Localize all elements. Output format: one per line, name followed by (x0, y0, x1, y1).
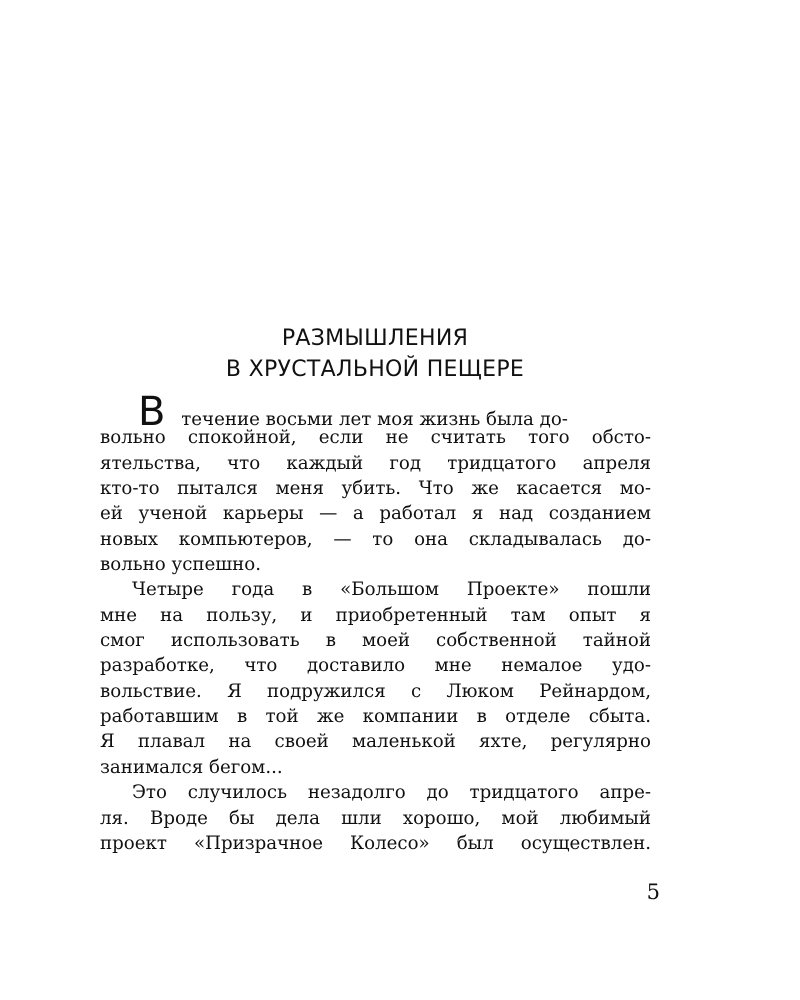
text-line-17: ля. Вроде бы дела шли хорошо, мой любимый (100, 807, 651, 829)
text-line-8: Четыре года в «Большом Проекте» пошли (132, 579, 651, 601)
text-line-12: вольствие. Я подружился с Люком Рейнардом, (100, 680, 651, 702)
text-line-9: мне на пользу, и приобретенный там опыт я (100, 604, 651, 626)
chapter-title-line-1: РАЗМЫШЛЕНИЯ (281, 326, 469, 351)
text-line-14: Я плавал на своей маленькой яхте, регулярно (100, 731, 651, 753)
text-line-7: вольно успешно. (100, 554, 262, 576)
text-line-2: вольно спокойной, если не считать того обсто- (100, 427, 651, 449)
text-line-4: кто-то пытался меня убить. Что же касается мо- (100, 478, 651, 500)
text-line-11: разработке, что доставило мне немалое удо- (100, 655, 651, 677)
page-number: 5 (646, 880, 660, 904)
text-line-1-rest: течение восьми лет моя жизнь была до- (175, 409, 568, 430)
text-line-13: работавшим в той же компании в отделе сбыта. (100, 706, 651, 728)
text-line-3: ятельства, что каждый год тридцатого апреля (100, 452, 651, 474)
drop-cap: В (138, 389, 166, 435)
chapter-title (0, 323, 750, 385)
body-text (100, 389, 651, 856)
text-line-1 (100, 389, 651, 435)
text-line-10: смог использовать в моей собственной тайной (100, 630, 651, 652)
text-line-5: ей ученой карьеры — а работал я над созданием (100, 503, 651, 525)
text-line-18: проект «Призрачное Колесо» был осуществлен. (100, 832, 651, 854)
text-line-16: Это случилось незадолго до тридцатого апре- (132, 782, 651, 804)
text-line-6: новых компьютеров, — то она складывалась до- (100, 528, 651, 550)
text-line-15: занимался бегом... (100, 756, 283, 778)
chapter-title-line-2: В ХРУСТАЛЬНОЙ ПЕЩЕРЕ (225, 357, 525, 382)
